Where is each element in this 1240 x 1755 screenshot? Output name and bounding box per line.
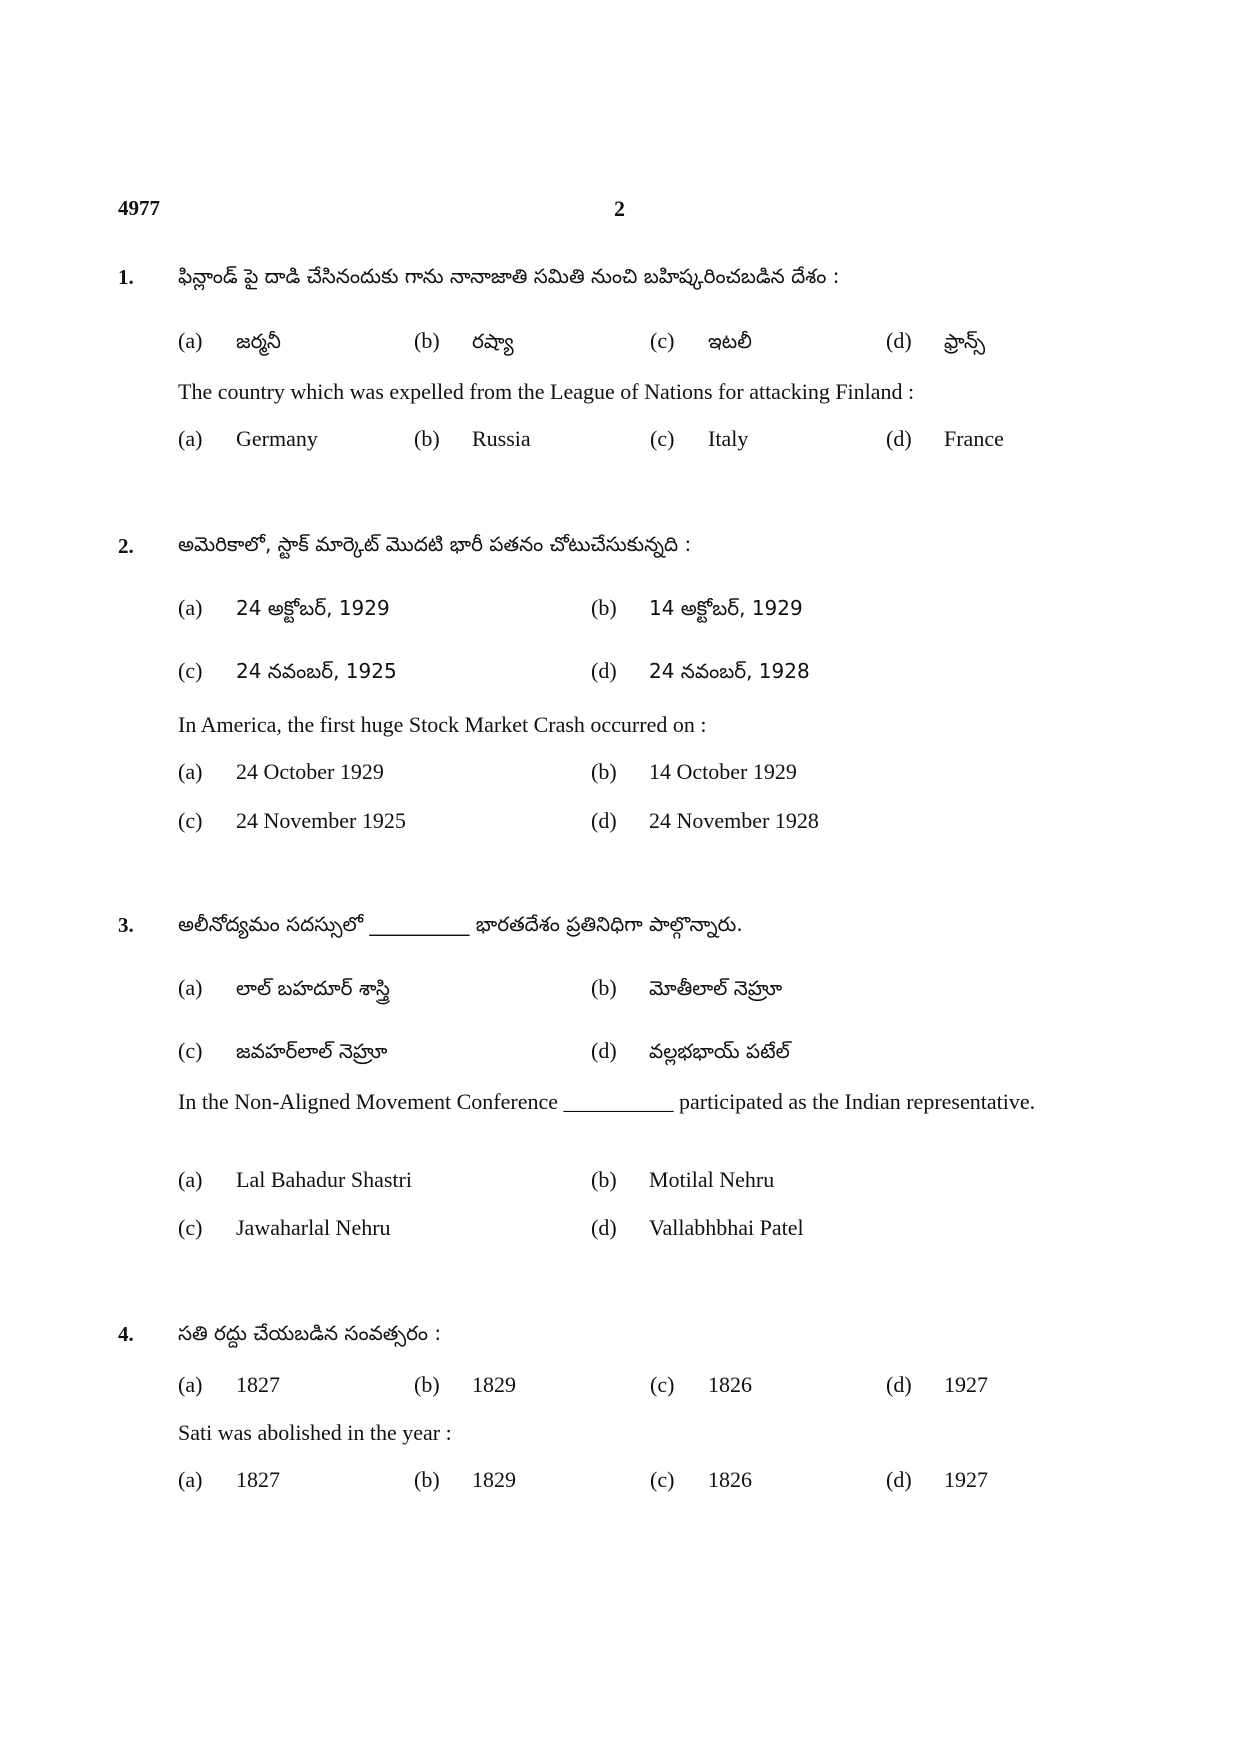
option-letter: (c) — [650, 1467, 675, 1492]
option-text: France — [944, 426, 1004, 451]
option-d-telugu — [886, 328, 985, 358]
question-number: 4. — [118, 1322, 134, 1346]
question-stem-english: Sati was abolished in the year : — [178, 1420, 452, 1445]
option-a-telugu — [178, 595, 390, 625]
option-letter: (d) — [591, 808, 617, 833]
option-c-telugu — [178, 658, 397, 688]
option-a-telugu — [178, 1372, 280, 1398]
option-letter: (a) — [178, 426, 203, 451]
option-b-telugu — [414, 1372, 516, 1398]
option-letter: (a) — [178, 1167, 203, 1192]
option-letter: (c) — [650, 426, 675, 451]
option-text: Vallabhbhai Patel — [649, 1215, 804, 1240]
option-letter: (a) — [178, 595, 203, 620]
option-a-telugu — [178, 975, 390, 1005]
option-text: ఇటలీ — [708, 329, 752, 353]
option-d-telugu — [886, 1372, 988, 1398]
option-b-telugu — [591, 595, 803, 625]
option-a-english — [178, 1167, 412, 1193]
option-letter: (b) — [591, 759, 617, 784]
question-number: 3. — [118, 913, 134, 937]
option-letter: (d) — [886, 328, 912, 353]
option-b-english — [591, 759, 797, 785]
option-letter: (b) — [591, 595, 617, 620]
option-letter: (c) — [178, 658, 203, 683]
option-text: ఫ్రాన్స్ — [944, 329, 986, 353]
option-c-telugu — [650, 328, 752, 358]
option-letter: (d) — [591, 1038, 617, 1063]
option-letter: (a) — [178, 975, 203, 1000]
option-c-english — [178, 1215, 391, 1241]
option-text: 24 నవంబర్, 1925 — [236, 659, 397, 683]
option-letter: (d) — [591, 1215, 617, 1240]
option-text: మోతీలాల్ నెహ్రూ — [649, 976, 783, 1000]
option-letter: (a) — [178, 328, 203, 353]
option-text: 1826 — [708, 1467, 752, 1492]
option-text: 14 అక్టోబర్, 1929 — [649, 596, 803, 620]
option-text: 24 November 1928 — [649, 808, 819, 833]
option-letter: (b) — [591, 1167, 617, 1192]
option-c-english — [650, 1467, 752, 1493]
question-stem-english: In the Non-Aligned Movement Conference __________ participated as the Indian representative. — [178, 1089, 1036, 1114]
option-b-english — [414, 1467, 516, 1493]
option-text: Jawaharlal Nehru — [236, 1215, 391, 1240]
question-stem-telugu: ఫిన్లాండ్ పై దాడి చేసినందుకు గాను నానాజాతి సమితి నుంచి బహిష్కరించబడిన దేశం : — [178, 264, 840, 288]
option-text: రష్యా — [472, 329, 514, 353]
option-c-telugu — [178, 1038, 387, 1068]
question-stem-telugu: సతి రద్దు చేయబడిన సంవత్సరం : — [178, 1321, 442, 1345]
question-stem-english: The country which was expelled from the League of Nations for attacking Finland : — [178, 379, 915, 404]
option-a-english — [178, 759, 384, 785]
question-stem-telugu: అలీనోద్యమం సదస్సులో __________ భారతదేశం ప్రతినిధిగా పాల్గొన్నారు. — [178, 912, 743, 936]
option-a-english — [178, 426, 318, 452]
option-letter: (b) — [414, 328, 440, 353]
option-text: వల్లభభాయ్ పటేల్ — [649, 1039, 790, 1063]
option-letter: (d) — [591, 658, 617, 683]
option-letter: (a) — [178, 1372, 203, 1397]
option-letter: (b) — [414, 1467, 440, 1492]
paper-code: 4977 — [118, 196, 160, 220]
option-text: 1827 — [236, 1467, 280, 1492]
option-text: 24 నవంబర్, 1928 — [649, 659, 810, 683]
option-letter: (c) — [178, 808, 203, 833]
question-number: 2. — [118, 534, 134, 558]
option-letter: (d) — [886, 1467, 912, 1492]
option-letter: (c) — [178, 1215, 203, 1240]
page-number: 2 — [614, 196, 625, 221]
option-letter: (d) — [886, 426, 912, 451]
option-text: 24 November 1925 — [236, 808, 406, 833]
option-d-english — [886, 1467, 988, 1493]
option-b-english — [414, 426, 531, 452]
option-letter: (b) — [414, 1372, 440, 1397]
option-letter: (a) — [178, 1467, 203, 1492]
option-b-telugu — [414, 328, 514, 358]
option-d-english — [591, 808, 819, 834]
option-text: 1829 — [472, 1372, 516, 1397]
question-stem-telugu: అమెరికాలో, స్టాక్ మార్కెట్ మొదటి భారీ పతనం చోటుచేసుకున్నది : — [178, 532, 692, 556]
option-d-english — [886, 426, 1004, 452]
option-text: లాల్ బహదూర్ శాస్త్రి — [236, 976, 390, 1000]
option-letter: (d) — [886, 1372, 912, 1397]
option-letter: (c) — [650, 1372, 675, 1397]
option-text: 1826 — [708, 1372, 752, 1397]
option-a-telugu — [178, 328, 281, 358]
option-text: 1827 — [236, 1372, 280, 1397]
option-text: Germany — [236, 426, 318, 451]
option-c-english — [178, 808, 406, 834]
option-letter: (b) — [414, 426, 440, 451]
option-text: 1927 — [944, 1467, 988, 1492]
option-letter: (a) — [178, 759, 203, 784]
option-text: Russia — [472, 426, 531, 451]
option-text: 1927 — [944, 1372, 988, 1397]
option-b-telugu — [591, 975, 782, 1005]
option-c-telugu — [650, 1372, 752, 1398]
option-a-english — [178, 1467, 280, 1493]
option-b-english — [591, 1167, 774, 1193]
option-letter: (c) — [178, 1038, 203, 1063]
option-text: జవహర్‌లాల్ నెహ్రూ — [236, 1039, 388, 1063]
option-text: Motilal Nehru — [649, 1167, 775, 1192]
option-text: 1829 — [472, 1467, 516, 1492]
option-letter: (c) — [650, 328, 675, 353]
option-d-telugu — [591, 1038, 790, 1068]
option-text: జర్మనీ — [236, 329, 281, 353]
option-text: Italy — [708, 426, 749, 451]
option-d-telugu — [591, 658, 810, 688]
option-c-english — [650, 426, 748, 452]
option-text: Lal Bahadur Shastri — [236, 1167, 412, 1192]
option-text: 14 October 1929 — [649, 759, 797, 784]
option-text: 24 అక్టోబర్, 1929 — [236, 596, 390, 620]
question-number: 1. — [118, 265, 134, 289]
option-text: 24 October 1929 — [236, 759, 384, 784]
option-letter: (b) — [591, 975, 617, 1000]
option-d-english — [591, 1215, 804, 1241]
question-stem-english: In America, the first huge Stock Market Crash occurred on : — [178, 712, 707, 737]
